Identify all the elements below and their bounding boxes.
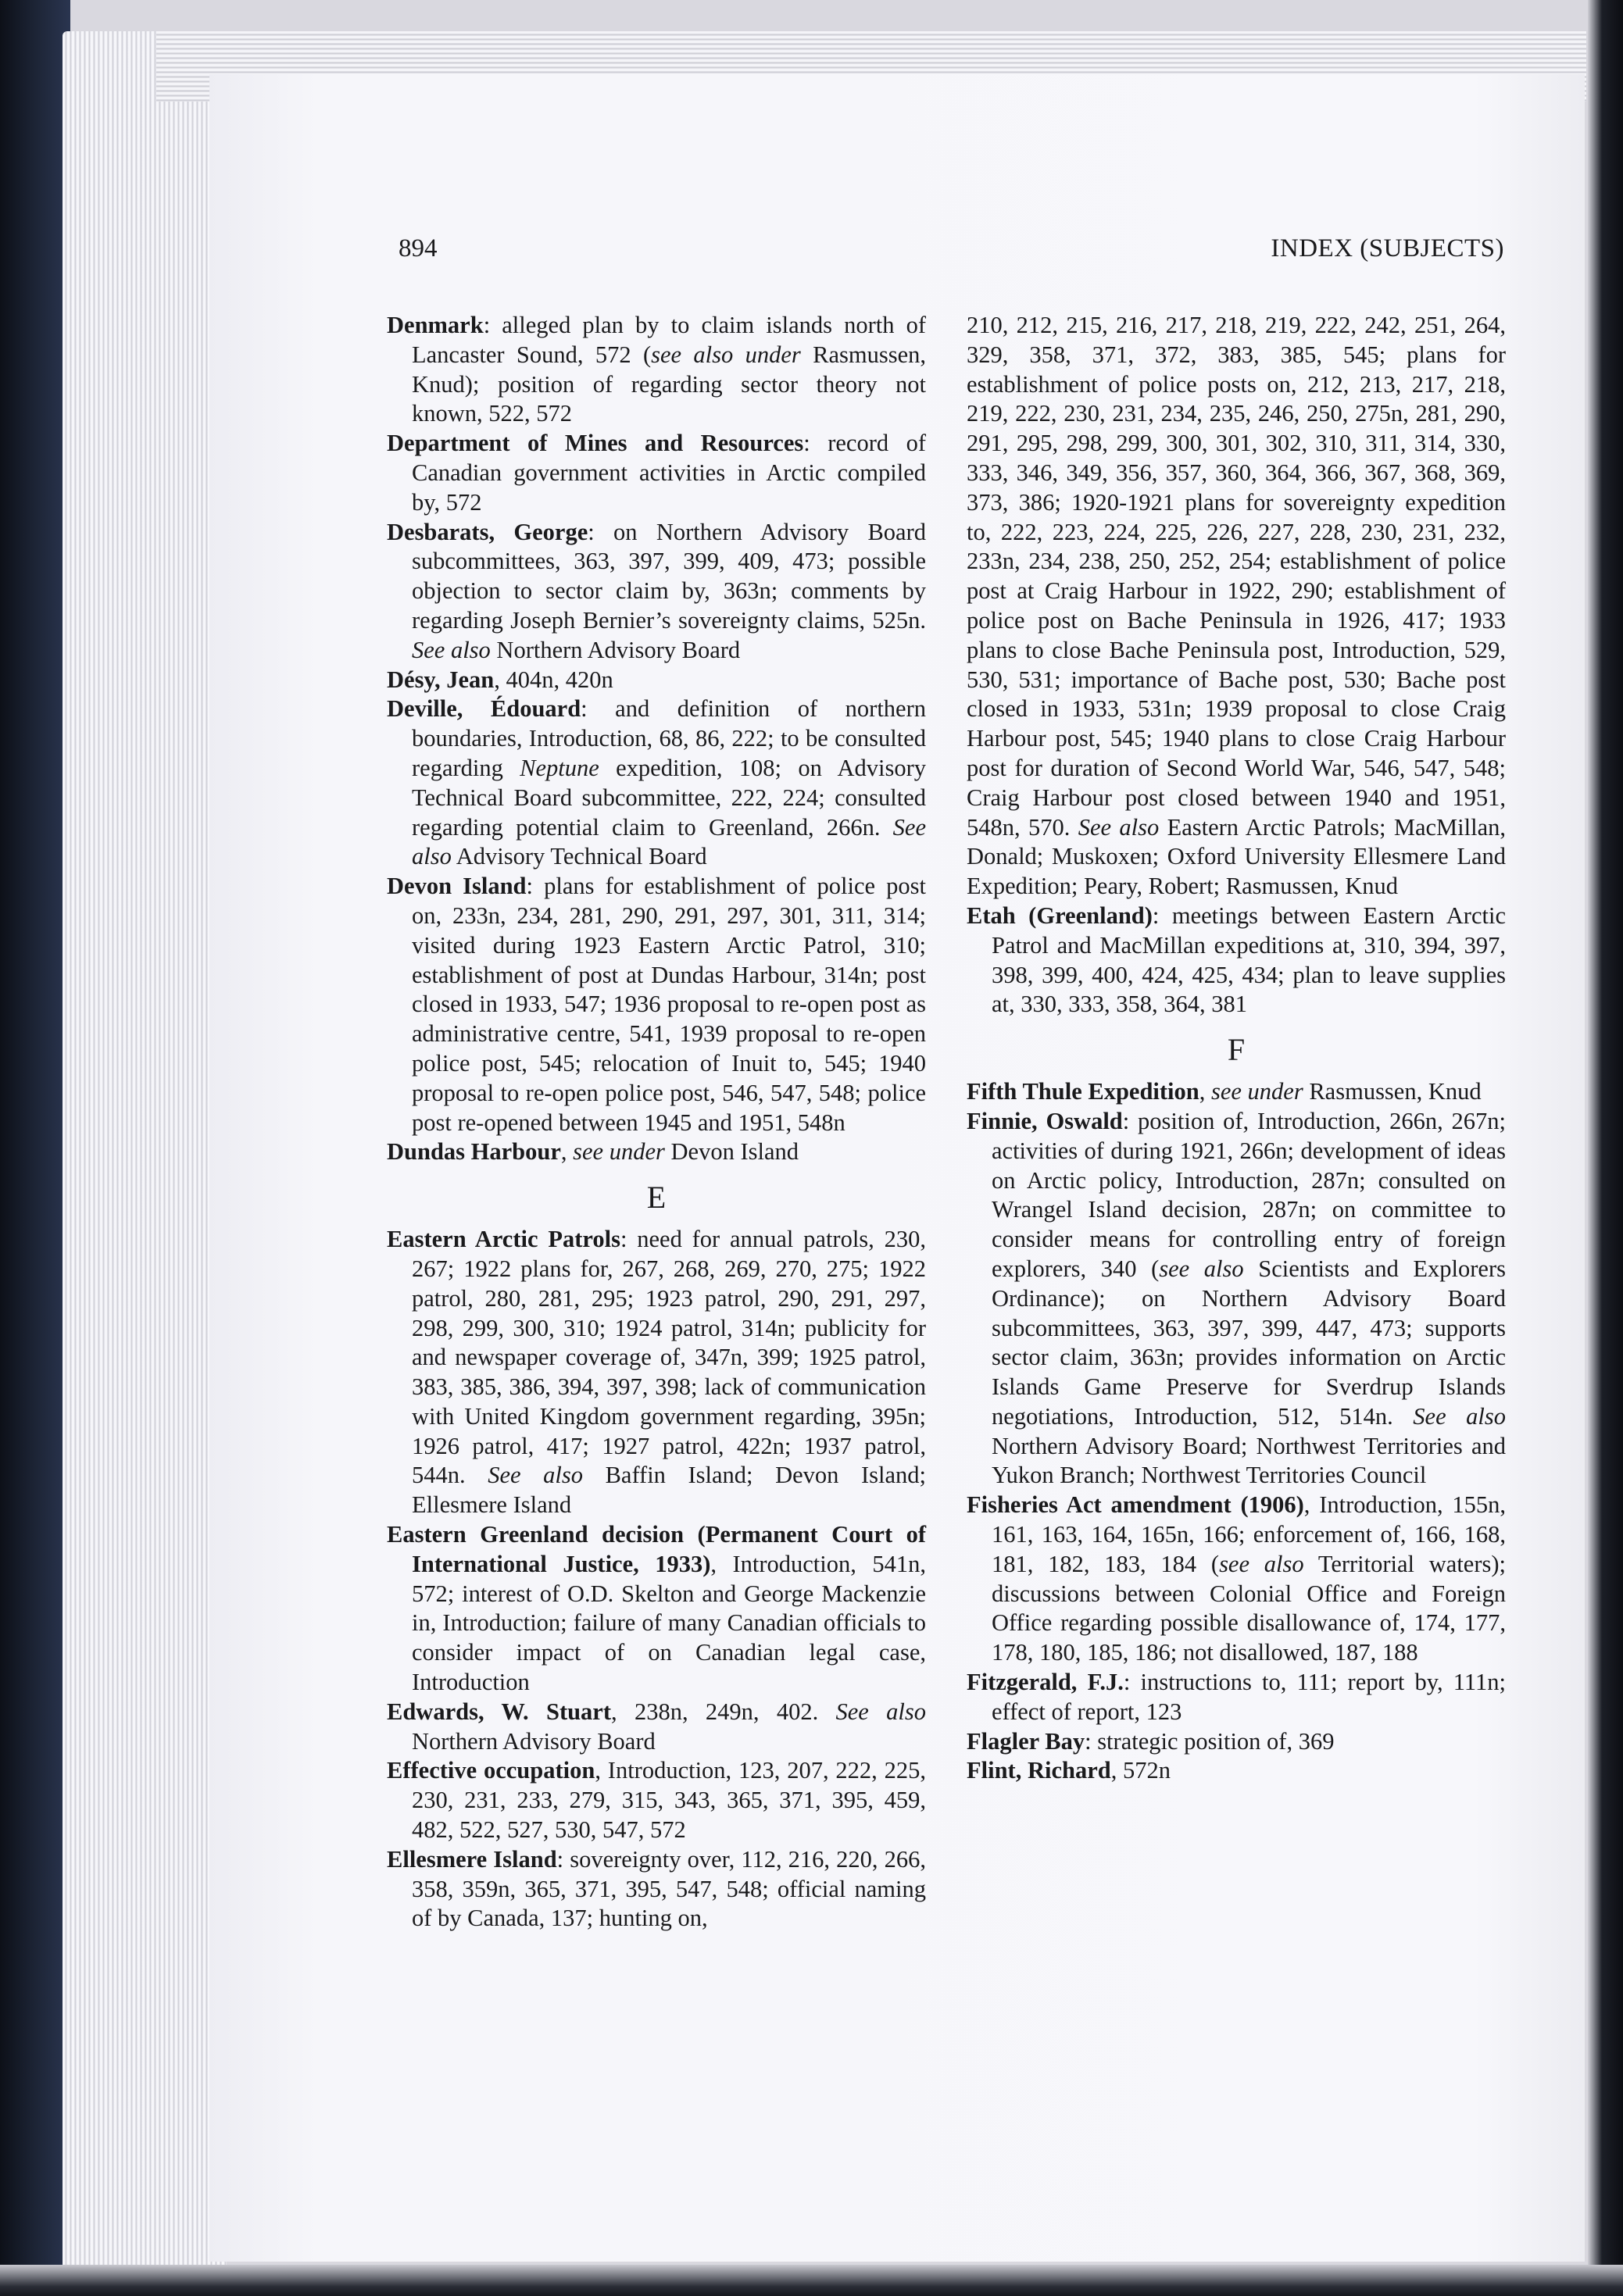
entry-heading: Denmark bbox=[387, 312, 484, 338]
entry-body: sovereignty over, 112, 216, 220, 266, 358, 359n, 365, 371, 395, 547, 548; official naming of by Canada, 137; hunting on, bbox=[412, 1845, 926, 1932]
entry-separator: , bbox=[1110, 1757, 1123, 1784]
index-entry bbox=[967, 1077, 1506, 1107]
running-title: INDEX (SUBJECTS) bbox=[1271, 234, 1504, 262]
index-entry bbox=[387, 695, 926, 872]
index-entry bbox=[387, 666, 926, 695]
entry-separator: , bbox=[595, 1757, 608, 1784]
entry-heading: Ellesmere Island bbox=[387, 1845, 557, 1873]
index-entry bbox=[387, 429, 926, 517]
entry-separator: , bbox=[560, 1138, 574, 1166]
entry-heading: Flint, Richard bbox=[967, 1757, 1111, 1784]
entry-heading: Deville, Édouard bbox=[387, 695, 581, 723]
index-column-left bbox=[387, 311, 926, 1934]
entry-body: Introduction, 541n, 572; interest of O.D. Skelton and George Mackenzie in, Introduction; failure of many Canadian officials to consider impact of on Canadian legal case, Introduction bbox=[412, 1550, 926, 1696]
entry-heading: Eastern Arctic Patrols bbox=[387, 1226, 620, 1253]
entry-separator: : bbox=[581, 695, 616, 723]
entry-body: instructions to, 111; report by, 111n; effect of report, 123 bbox=[992, 1669, 1506, 1725]
entry-heading: Department of Mines and Resources bbox=[387, 430, 804, 457]
entry-separator: : bbox=[526, 873, 545, 900]
entry-heading: Fifth Thule Expedition bbox=[967, 1078, 1199, 1105]
entry-heading: Edwards, W. Stuart bbox=[387, 1698, 612, 1725]
entry-heading: Fitzgerald, F.J. bbox=[967, 1669, 1124, 1696]
book-cover-right bbox=[1588, 0, 1623, 2296]
running-head bbox=[399, 234, 1504, 266]
page-edges-left bbox=[63, 31, 227, 2266]
entry-body: 572n bbox=[1122, 1757, 1171, 1784]
section-letter: E bbox=[646, 1180, 667, 1216]
index-entry bbox=[967, 1727, 1506, 1757]
section-letter: F bbox=[1227, 1032, 1246, 1068]
entry-body: strategic position of, 369 bbox=[1097, 1727, 1335, 1755]
entry-heading: Devon Island bbox=[387, 873, 527, 900]
entry-heading: Dundas Harbour bbox=[387, 1138, 561, 1166]
page-number: 894 bbox=[399, 234, 438, 262]
entry-separator: : bbox=[620, 1226, 638, 1253]
entry-heading: Désy, Jean bbox=[387, 666, 495, 693]
entry-body: see under Devon Island bbox=[573, 1138, 799, 1166]
index-entry bbox=[967, 1756, 1506, 1786]
index-entry bbox=[967, 311, 1506, 902]
entry-body: plans for establishment of police post on, 233n, 234, 281, 290, 291, 297, 301, 311, 314; visited during 1923 Eastern Arctic Patrol, 310; establishment of post at Dundas Harbour, 314n; post closed in 1933, 547; 1936 proposal to re-open post as administrative centre, 541, 1939 proposal to re-open police post, 545; relocation of Inuit to, 545; 1940 proposal to re-open police post, 546, 547, 548; police post re-opened between 1945 and 1951, 548n bbox=[412, 873, 926, 1136]
entry-separator: , bbox=[1199, 1078, 1211, 1105]
index-entry bbox=[967, 1668, 1506, 1727]
entry-separator: : bbox=[1152, 902, 1172, 929]
entry-heading: Effective occupation bbox=[387, 1757, 595, 1784]
entry-body: see under Rasmussen, Knud bbox=[1210, 1078, 1482, 1105]
index-entry bbox=[387, 1137, 926, 1167]
index-entry bbox=[387, 1225, 926, 1520]
entry-body: need for annual patrols, 230, 267; 1922 plans for, 267, 268, 269, 270, 275; 1922 patrol, 280, 281, 295; 1923 patrol, 290, 291, 297, 298, 299, 300, 310; 1924 patrol, 314n; publicity for and newspaper coverage of, 347n, 399; 1925 patrol, 383, 385, 386, 394, 397, 398; lack of communication with United Kingdom government regarding, 395n; 1926 patrol, 417; 1927 patrol, 422n; 1937 patrol, 544n. See also Baffin Island; Devon Island; Ellesmere Island bbox=[412, 1226, 927, 1519]
entry-body: Introduction, 155n, 161, 163, 164, 165n, 166; enforcement of, 166, 168, 181, 182, 183, 184 (see also Territorial waters); discussions between Colonial Office and Foreign Office regarding possible disallowance of, 174, 177, 178, 180, 185, 186; not disallowed, 187, 188 bbox=[992, 1491, 1506, 1666]
entry-body: position of, Introduction, 266n, 267n; activities of during 1921, 266n; development of ideas on Arctic policy, Introduction, 287n; consulted on Wrangel Island decision, 287n; on committee to consider means for controlling entry of foreign explorers, 340 (see also Scientists and Explorers Ordinance); on Northern Advisory Board subcommittees, 363, 397, 399, 447, 473; supports sector claim, 363n; provides information on Arctic Islands Game Preserve for Sverdrup Islands negotiations, Introduction, 512, 514n. See also Northern Advisory Board; Northwest Territories and Yukon Branch; Northwest Territories Council bbox=[992, 1107, 1506, 1489]
entry-body: meetings between Eastern Arctic Patrol and MacMillan expeditions at, 310, 394, 397, 398, 399, 400, 424, 425, 434; plan to leave supplies at, 330, 333, 358, 364, 381 bbox=[992, 902, 1506, 1018]
index-entry bbox=[387, 1520, 926, 1698]
book-cover-left bbox=[0, 0, 70, 2296]
entry-separator: : bbox=[1123, 1669, 1141, 1696]
entry-separator: , bbox=[1303, 1491, 1320, 1519]
index-entry bbox=[387, 1756, 926, 1844]
index-entry bbox=[967, 902, 1506, 1019]
index-entry bbox=[387, 311, 926, 429]
entry-continuation: 210, 212, 215, 216, 217, 218, 219, 222, 242, 251, 264, 329, 358, 371, 372, 383, 385, 545; plans for establishment of police posts on, 212, 213, 217, 218, 219, 222, 230, 231, 234, 235, 246, 250, 275n, 281, 290, 291, 295, 298, 299, 300, 301, 302, 310, 311, 314, 330, 333, 346, 349, 356, 357, 360, 364, 366, 367, 368, 369, 373, 386; 1920-1921 plans for sovereignty expedition to, 222, 223, 224, 225, 226, 227, 228, 230, 231, 232, 233n, 234, 238, 250, 252, 254; establishment of police post at Craig Harbour in 1922, 290; establishment of police post on Bache Peninsula in 1926, 417; 1933 plans to close Bache Peninsula post, Introduction, 529, 530, 531; importance of Bache post, 530; Bache post closed in 1933, 531n; 1939 proposal to close Craig Harbour post, 545; 1940 plans to close Craig Harbour post for duration of Second World War, 546, 547, 548; Craig Harbour post closed between 1940 and 1951, 548n, 570. See also Eastern Arctic Patrols; MacMillan, Donald; Muskoxen; Oxford University Ellesmere Land Expedition; Peary, Robert; Rasmussen, Knud bbox=[967, 312, 1507, 900]
entry-separator: , bbox=[611, 1698, 635, 1725]
index-entry bbox=[387, 1698, 926, 1757]
entry-heading: Flagler Bay bbox=[967, 1727, 1085, 1755]
book-cover-bottom bbox=[0, 2265, 1623, 2296]
entry-body: alleged plan by to claim islands north of Lancaster Sound, 572 (see also under Rasmussen, Knud); position of regarding sector theory not known, 522, 572 bbox=[412, 312, 927, 427]
index-entry bbox=[387, 872, 926, 1137]
entry-body: and definition of northern boundaries, Introduction, 68, 86, 222; to be consulted regarding Neptune expedition, 108; on Advisory Technical Board subcommittee, 222, 224; consulted regarding potential claim to Greenland, 266n. See also Advisory Technical Board bbox=[412, 695, 927, 870]
entry-heading: Desbarats, George bbox=[387, 518, 588, 545]
entry-body: on Northern Advisory Board subcommittees, 363, 397, 399, 409, 473; possible objection to sector claim by, 363n; comments by regarding Joseph Bernier’s sovereignty claims, 525n. See also Northern Advisory Board bbox=[412, 518, 926, 663]
entry-heading: Eastern Greenland decision (Permanent Court of International Justice, 1933) bbox=[387, 1521, 926, 1577]
entry-separator: , bbox=[710, 1550, 733, 1577]
entry-separator: : bbox=[1085, 1727, 1098, 1755]
index-column-right bbox=[967, 311, 1506, 1786]
entry-separator: : bbox=[556, 1845, 570, 1873]
entry-separator: : bbox=[1122, 1107, 1139, 1134]
entry-body: record of Canadian government activities in Arctic compiled by, 572 bbox=[412, 430, 926, 516]
entry-body: 404n, 420n bbox=[506, 666, 613, 693]
entry-separator: : bbox=[803, 430, 828, 457]
entry-heading: Etah (Greenland) bbox=[967, 902, 1153, 929]
index-entry bbox=[387, 518, 926, 666]
index-entry bbox=[387, 1845, 926, 1934]
index-entry bbox=[967, 1491, 1506, 1668]
entry-body: 238n, 249n, 402. See also Northern Advisory Board bbox=[412, 1698, 926, 1755]
index-entry bbox=[967, 1107, 1506, 1491]
entry-body: Introduction, 123, 207, 222, 225, 230, 231, 233, 279, 315, 343, 365, 371, 395, 459, 482, 522, 527, 530, 547, 572 bbox=[412, 1757, 926, 1844]
entry-separator: , bbox=[494, 666, 506, 693]
entry-heading: Fisheries Act amendment (1906) bbox=[967, 1491, 1304, 1519]
entry-heading: Finnie, Oswald bbox=[967, 1107, 1123, 1134]
entry-separator: : bbox=[588, 518, 614, 545]
entry-separator: : bbox=[483, 312, 502, 338]
